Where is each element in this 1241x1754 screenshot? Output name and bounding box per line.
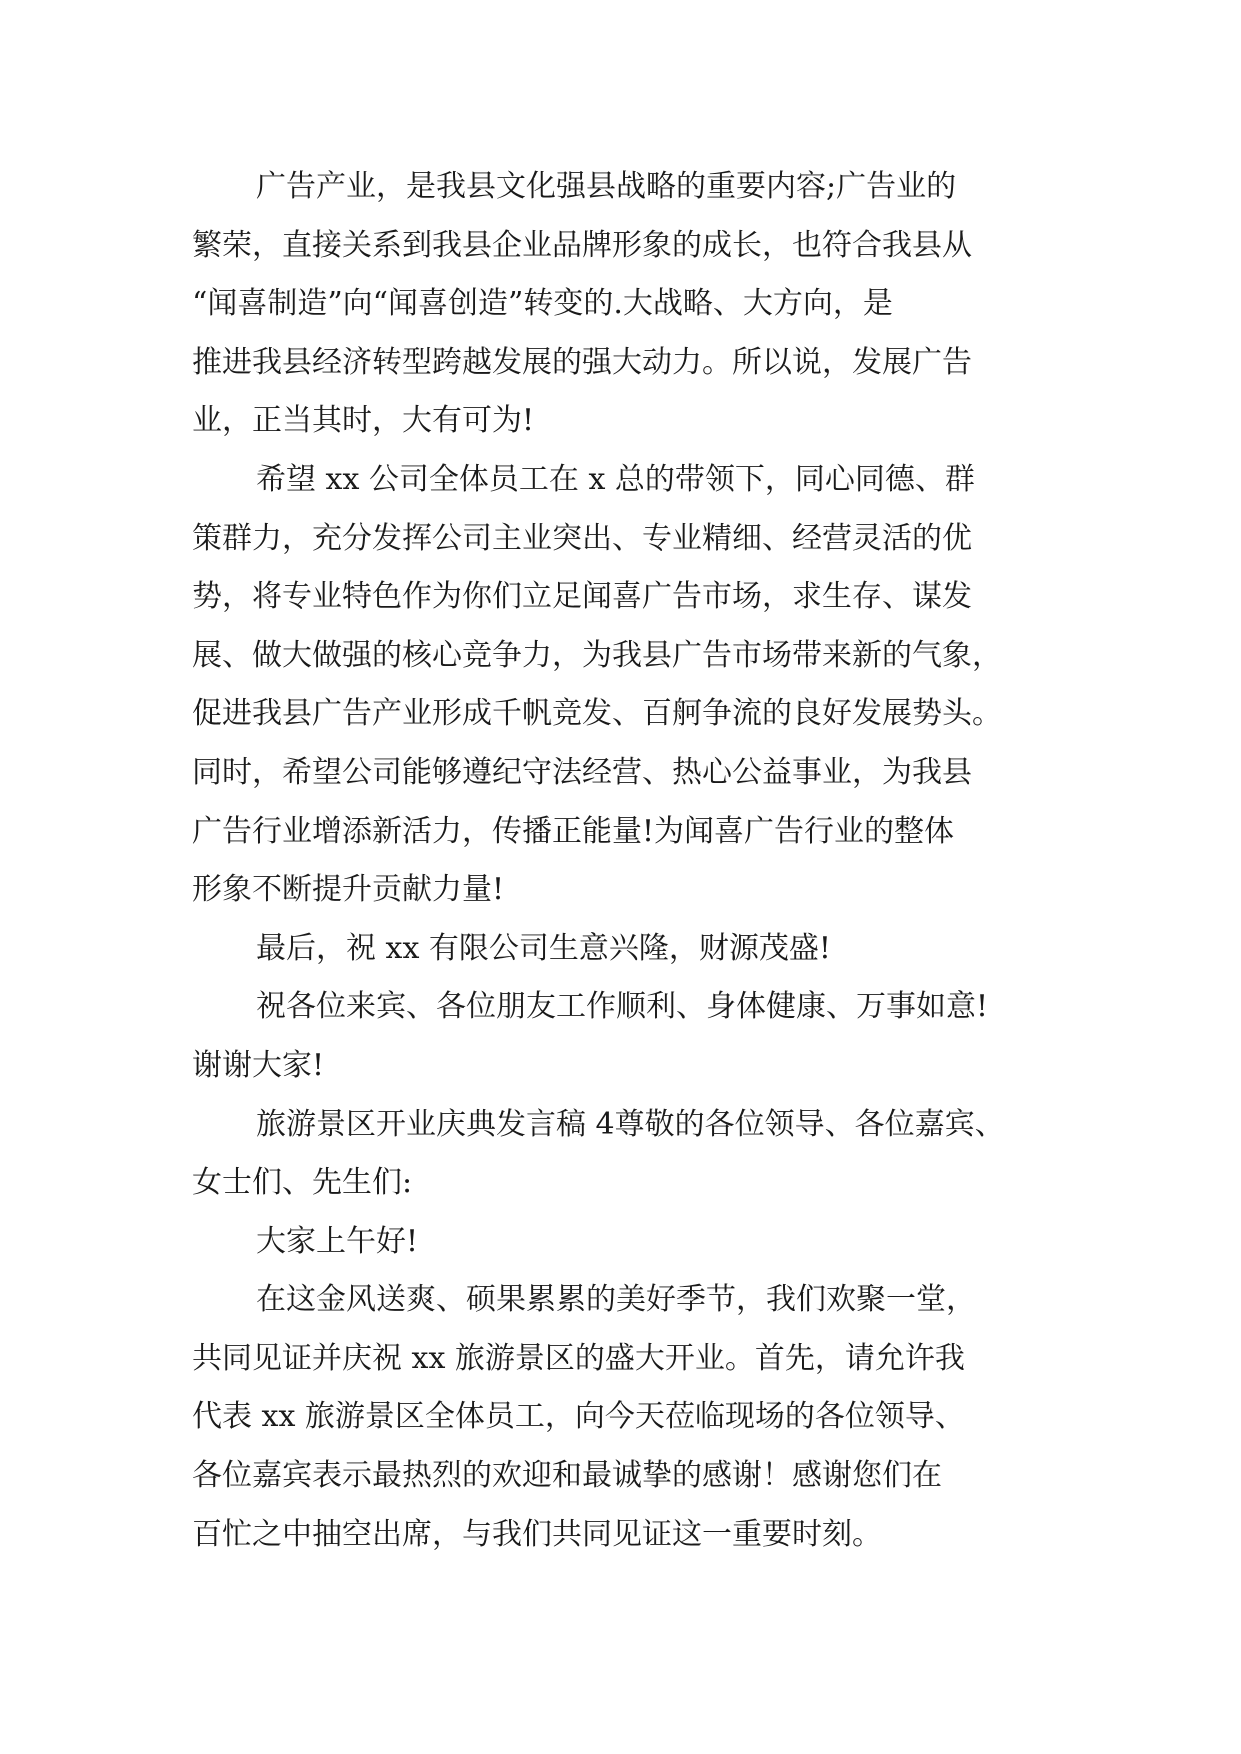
text-line: 同时，希望公司能够遵纪守法经营、热心公益事业，为我县 <box>192 754 972 790</box>
text-line: 业，正当其时，大有可为! <box>192 403 535 439</box>
text-line: 繁荣，直接关系到我县企业品牌形象的成长，也符合我县从 <box>192 227 972 263</box>
text-line: 大家上午好! <box>256 1223 419 1259</box>
text-line: 希望 xx 公司全体员工在 x 总的带领下，同心同德、群 <box>256 461 975 497</box>
text-line: 各位嘉宾表示最热烈的欢迎和最诚挚的感谢！感谢您们在 <box>192 1458 942 1494</box>
text-line: “闻喜制造”向“闻喜创造”转变的.大战略、大方向，是 <box>192 286 893 322</box>
text-line: 策群力，充分发挥公司主业突出、专业精细、经营灵活的优 <box>192 520 972 556</box>
text-line: 广告产业，是我县文化强县战略的重要内容;广告业的 <box>256 169 957 204</box>
text-line: 旅游景区开业庆典发言稿 4尊敬的各位领导、各位嘉宾、 <box>256 1106 1005 1142</box>
text-line: 共同见证并庆祝 xx 旅游景区的盛大开业。首先，请允许我 <box>192 1340 965 1376</box>
text-line: 谢谢大家! <box>192 1047 325 1083</box>
text-line: 最后，祝 xx 有限公司生意兴隆，财源茂盛! <box>256 930 831 966</box>
text-line: 广告行业增添新活力，传播正能量!为闻喜广告行业的整体 <box>192 813 955 849</box>
text-line: 在这金风送爽、硕果累累的美好季节，我们欢聚一堂， <box>256 1282 976 1318</box>
text-line: 促进我县广告产业形成千帆竞发、百舸争流的良好发展势头。 <box>192 696 1002 732</box>
text-line: 形象不断提升贡献力量! <box>192 872 505 908</box>
text-line: 祝各位来宾、各位朋友工作顺利、身体健康、万事如意! <box>256 989 989 1025</box>
text-line: 推进我县经济转型跨越发展的强大动力。所以说，发展广告 <box>192 344 972 380</box>
text-line: 女士们、先生们: <box>192 1165 413 1201</box>
text-line: 展、做大做强的核心竞争力，为我县广告市场带来新的气象， <box>192 637 1002 673</box>
text-line: 代表 xx 旅游景区全体员工，向今天莅临现场的各位领导、 <box>192 1399 965 1435</box>
text-line: 百忙之中抽空出席，与我们共同见证这一重要时刻。 <box>192 1516 882 1552</box>
text-line: 势，将专业特色作为你们立足闻喜广告市场，求生存、谋发 <box>192 579 972 615</box>
document-body <box>192 158 1072 1564</box>
